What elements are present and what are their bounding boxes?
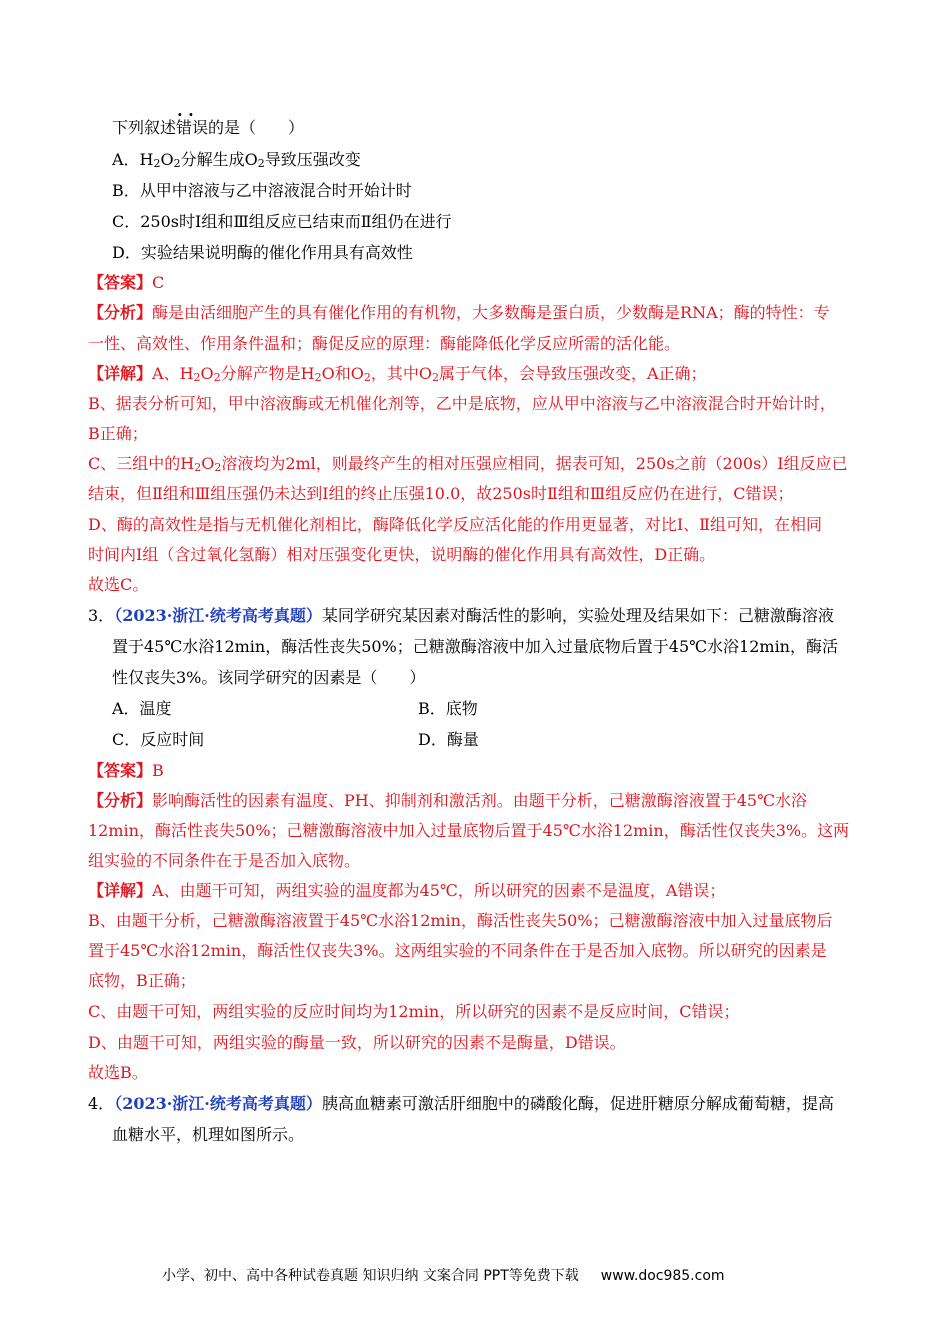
q3-detail-b-line2: 置于45℃水浴12min，酶活性仅丧失3%。这两组实验的不同条件在于是否加入底物。所以研究的因素是 (88, 941, 827, 960)
q3-detail-b-line3: 底物，B正确； (88, 971, 196, 990)
emphasis-dots: · · 错误 (176, 117, 208, 139)
page-footer (162, 1266, 725, 1286)
q2-option-b: B．从甲中溶液与乙中溶液混合时开始计时 (112, 181, 412, 200)
q3-detail-b-line1: B、由题干分析，己糖激酶溶液置于45℃水浴12min，酶活性丧失50%；己糖激酶溶液中加入过量底物后 (88, 911, 833, 930)
q2-detail-a: 【详解】A、$H_2O_2$分解产物是$H_2O$和$O_2$，其中$O_2$属于气体，会导致压强改变，A正确； (88, 364, 707, 384)
q3-option-b: B．底物 (418, 699, 478, 718)
q2-analysis-line1: 【分析】酶是由活细胞产生的具有催化作用的有机物，大多数酶是蛋白质，少数酶是RNA；酶的特性：专 (88, 303, 830, 322)
q3-analysis-line2: 12min，酶活性丧失50%；己糖激酶溶液中加入过量底物后置于45℃水浴12min，酶活性仅丧失3%。这两 (88, 821, 850, 840)
q4-stem-line2: 血糖水平，机理如图所示。 (112, 1125, 305, 1144)
q2-detail-b-line2: B正确； (88, 424, 148, 443)
footer-site-link[interactable]: www.doc985.com (600, 1268, 725, 1284)
q3-stem-line2: 置于45℃水浴12min，酶活性丧失50%；己糖激酶溶液中加入过量底物后置于45℃水浴12min，酶活 (112, 637, 838, 656)
q2-option-c: C．250s时Ⅰ组和Ⅲ组反应已结束而Ⅱ组仍在进行 (112, 212, 452, 231)
q2-analysis-line2: 一性、高效性、作用条件温和；酶促反应的原理：酶能降低化学反应所需的活化能。 (88, 334, 681, 353)
q2-detail-d-line1: D、酶的高效性是指与无机催化剂相比，酶降低化学反应活化能的作用更显著，对比Ⅰ、Ⅱ组可知，在相同 (88, 515, 823, 534)
q3-option-d: D．酶量 (418, 730, 479, 749)
q2-detail-c-line1: C、三组中的$H_2O_2$溶液均为2ml，则最终产生的相对压强应相同，据表可知，250s之前（200s）Ⅰ组反应已 (88, 454, 848, 474)
q2-detail-c-line2: 结束，但Ⅱ组和Ⅲ组压强仍未达到Ⅰ组的终止压强10.0，故250s时Ⅱ组和Ⅲ组反应仍在进行，C错误； (88, 484, 794, 503)
q2-conclusion: 故选C。 (88, 575, 149, 594)
q2-answer: 【答案】C (88, 273, 165, 292)
q2-option-d: D．实验结果说明酶的催化作用具有高效性 (112, 243, 413, 262)
q3-stem-line1: 3．（2023·浙江·统考高考真题）某同学研究某因素对酶活性的影响，实验处理及结果如下：己糖激酶溶液 (88, 606, 834, 625)
q2-detail-d-line2: 时间内Ⅰ组（含过氧化氢酶）相对压强变化更快，说明酶的催化作用具有高效性，D正确。 (88, 545, 716, 564)
q3-detail-d: D、由题干可知，两组实验的酶量一致，所以研究的因素不是酶量，D错误。 (88, 1033, 626, 1052)
q3-analysis-line1: 【分析】影响酶活性的因素有温度、PH、抑制剂和激活剂。由题干分析，己糖激酶溶液置于45℃水浴 (88, 791, 807, 810)
q3-source: （2023·浙江·统考高考真题） (114, 606, 322, 625)
q4-source: （2023·浙江·统考高考真题） (114, 1094, 322, 1113)
q3-stem-line3: 性仅丧失3%。该同学研究的因素是（ ） (112, 668, 426, 687)
q3-analysis-line3: 组实验的不同条件在于是否加入底物。 (88, 851, 361, 870)
q3-option-a: A．温度 (112, 699, 172, 718)
q3-conclusion: 故选B。 (88, 1063, 148, 1082)
q4-stem-line1: 4．（2023·浙江·统考高考真题）胰高血糖素可激活肝细胞中的磷酸化酶，促进肝糖原分解成葡萄糖，提高 (88, 1094, 834, 1113)
footer-text: 小学、初中、高中各种试卷真题 知识归纳 文案合同 PPT等免费下载 (162, 1268, 579, 1284)
q3-detail-a: 【详解】A、由题干可知，两组实验的温度都为45℃，所以研究的因素不是温度，A错误； (88, 881, 726, 900)
q3-option-c: C．反应时间 (112, 730, 205, 749)
q3-detail-c: C、由题干可知，两组实验的反应时间均为12min，所以研究的因素不是反应时间，C错误； (88, 1002, 740, 1021)
q2-stem: 下列叙述· · 错误的是（ ） (112, 117, 304, 139)
q3-answer: 【答案】B (88, 761, 164, 780)
q2-option-a: A．$H_2O_2$分解生成$O_2$导致压强改变 (112, 150, 361, 170)
q2-detail-b-line1: B、据表分析可知，甲中溶液酶或无机催化剂等，乙中是底物，应从甲中溶液与乙中溶液混合时开始计时， (88, 394, 836, 413)
